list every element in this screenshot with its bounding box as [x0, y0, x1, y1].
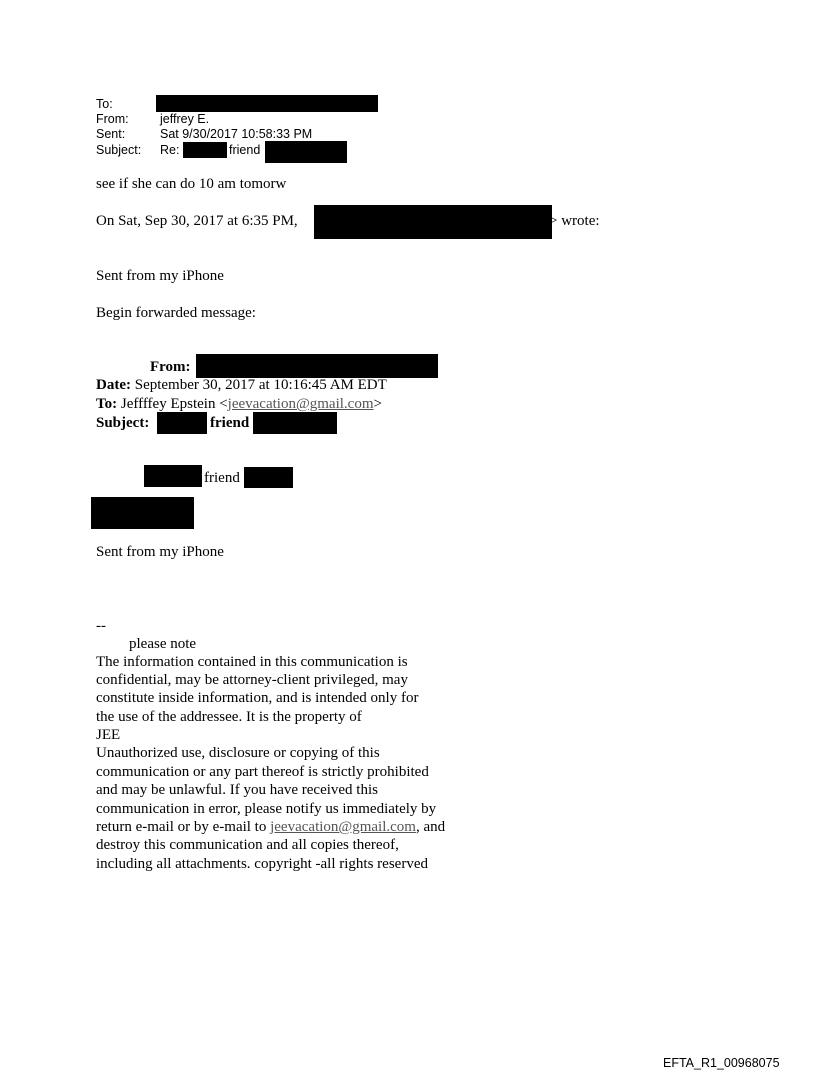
fwd-to-label: To:: [96, 396, 118, 412]
redaction-fwd-body-3: [91, 497, 194, 529]
redaction-fwd-body-1: [144, 465, 202, 487]
fwd-to-email-link[interactable]: jeevacation@gmail.com: [227, 396, 374, 412]
return-email-link[interactable]: jeevacation@gmail.com: [270, 819, 416, 835]
subject-word: friend: [229, 143, 261, 157]
please-note: please note: [129, 636, 197, 652]
fwd-subject-word: friend: [210, 415, 250, 431]
begin-forwarded: Begin forwarded message:: [96, 305, 256, 321]
fwd-date-value: September 30, 2017 at 10:16:45 AM EDT: [134, 377, 387, 393]
fwd-date-line: [96, 376, 387, 394]
redaction-fwd-subject-1: [157, 412, 207, 434]
return-pre: return e-mail or by e-mail to: [96, 819, 271, 835]
sent-label: Sent:: [96, 127, 126, 141]
to-label: To:: [96, 97, 113, 111]
disclaimer-line-1: The information contained in this communication is: [96, 654, 408, 670]
redaction-fwd-from: [196, 354, 438, 378]
disclaimer-line-2: confidential, may be attorney-client privileged, may: [96, 672, 408, 688]
disclaimer-line-4: the use of the addressee. It is the property of: [96, 709, 362, 725]
fwd-subject-label: Subject:: [96, 415, 150, 431]
redaction-to: [156, 95, 378, 112]
disclaimer-line-5: JEE: [96, 727, 121, 743]
redaction-fwd-body-2: [244, 467, 293, 488]
quote-wrote: > wrote:: [549, 213, 600, 229]
from-value: jeffrey E.: [160, 112, 210, 126]
return-post: , and: [415, 819, 446, 835]
fwd-to-close: >: [373, 396, 382, 412]
fwd-date-label: Date:: [96, 377, 131, 393]
redaction-quote-sender: [314, 205, 552, 239]
signature-dashes: --: [96, 618, 106, 634]
disclaimer-line-destroy: destroy this communication and all copies thereof,: [96, 837, 399, 853]
disclaimer-line-including: including all attachments. copyright -all rights reserved: [96, 856, 428, 872]
disclaimer-line-9: communication in error, please notify us immediately by: [96, 801, 437, 817]
disclaimer-return-line: [96, 818, 445, 836]
subject-prefix: Re:: [160, 143, 180, 157]
sent-value: Sat 9/30/2017 10:58:33 PM: [160, 127, 313, 141]
subject-label: Subject:: [96, 143, 142, 157]
reply-line: see if she can do 10 am tomorw: [96, 176, 287, 192]
disclaimer-line-7: communication or any part thereof is strictly prohibited: [96, 764, 429, 780]
fwd-body-word: friend: [204, 470, 240, 486]
quote-intro: On Sat, Sep 30, 2017 at 6:35 PM,: [96, 213, 298, 229]
fwd-to-line: [96, 395, 382, 413]
redaction-fwd-subject-2: [253, 412, 337, 434]
disclaimer-line-6: Unauthorized use, disclosure or copying of this: [96, 745, 380, 761]
document-id: EFTA_R1_00968075: [663, 1056, 780, 1070]
disclaimer-line-3: constitute inside information, and is intended only for: [96, 690, 419, 706]
sent-from-iphone-1: Sent from my iPhone: [96, 268, 224, 284]
fwd-to-name: Jeffffey Epstein <: [120, 396, 228, 412]
disclaimer-line-8: and may be unlawful. If you have received this: [96, 782, 378, 798]
redaction-subject-2: [265, 141, 347, 163]
redaction-subject-1: [183, 142, 227, 158]
from-label: From:: [96, 112, 129, 126]
fwd-from-label: From:: [150, 359, 191, 375]
sent-from-iphone-2: Sent from my iPhone: [96, 544, 224, 560]
